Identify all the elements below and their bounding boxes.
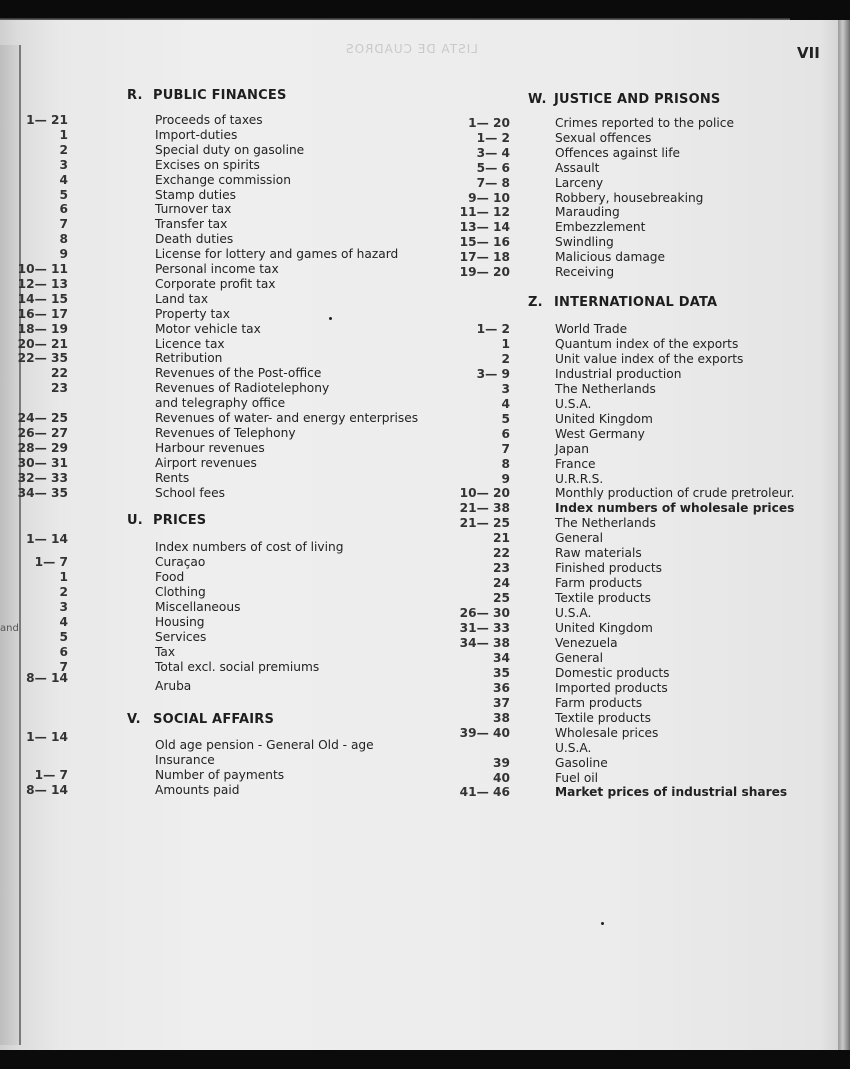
table-number-range: 13— 14 xyxy=(459,220,510,235)
index-entry xyxy=(0,131,838,146)
index-entry xyxy=(0,591,838,606)
table-number-range: 1— 14 xyxy=(26,532,68,546)
table-number-range: 35 xyxy=(493,665,510,680)
table-number-range: 2 xyxy=(59,585,68,599)
table-title: Offences against life xyxy=(555,145,680,160)
section-letter: R. xyxy=(127,88,143,103)
index-entry xyxy=(0,785,838,800)
scan-bottom-border xyxy=(0,1050,850,1069)
table-title: Index numbers of wholesale prices xyxy=(555,501,795,516)
table-title: Proceeds of taxes xyxy=(155,113,263,127)
section-letter: W. xyxy=(528,92,547,107)
index-entry xyxy=(0,546,838,561)
table-number-range: 23 xyxy=(51,381,68,396)
table-number-range: 3— 4 xyxy=(476,145,510,160)
index-entry xyxy=(0,606,838,621)
table-number-range: 4 xyxy=(59,615,68,629)
table-number-range: 37 xyxy=(493,695,510,710)
table-title: Total excl. social premiums xyxy=(155,660,320,674)
table-title: Venezuela xyxy=(555,635,618,650)
table-title: Amounts paid xyxy=(155,783,240,797)
table-number-range: 1 xyxy=(59,570,68,584)
table-title: Crimes reported to the police xyxy=(555,116,734,130)
table-number-range: 18— 19 xyxy=(17,321,68,336)
table-title: Wholesale prices xyxy=(555,725,659,740)
table-title: Corporate profit tax xyxy=(155,276,276,291)
index-entry xyxy=(0,486,838,501)
index-entry xyxy=(0,176,838,191)
table-number-range: 9 xyxy=(501,471,510,486)
table-number-range: 1— 2 xyxy=(476,130,510,145)
table-title: U.S.A. xyxy=(555,740,592,755)
table-title: Monthly production of crude pretroleur. xyxy=(555,486,795,501)
table-number-range: 21— 38 xyxy=(459,501,510,516)
table-title: The Netherlands xyxy=(555,516,656,531)
index-entry xyxy=(0,711,838,726)
table-number-range: 30— 31 xyxy=(17,455,68,470)
table-number-range: 40 xyxy=(493,770,510,785)
index-entry xyxy=(0,576,838,591)
page-edge-right xyxy=(838,20,850,1060)
index-entry xyxy=(0,651,838,666)
table-title: U.R.R.S. xyxy=(555,471,604,486)
index-entry xyxy=(0,726,838,741)
table-title: Curaçao xyxy=(155,555,206,569)
table-title: U.S.A. xyxy=(555,396,592,411)
table-number-range: 16— 17 xyxy=(17,306,68,321)
table-title: General xyxy=(555,531,604,546)
table-title: Embezzlement xyxy=(555,220,646,235)
index-entry xyxy=(0,771,838,786)
index-entry xyxy=(0,205,838,220)
table-title: Japan xyxy=(555,441,589,456)
table-number-range: 21 xyxy=(493,531,510,546)
table-title: Gasoline xyxy=(555,755,608,770)
margin-fragment: and xyxy=(0,623,19,634)
table-title: Personal income tax xyxy=(155,262,279,276)
table-number-range: 6 xyxy=(59,202,68,217)
index-entry xyxy=(0,636,838,651)
index-entry xyxy=(0,756,838,771)
table-title: Number of payments xyxy=(155,768,285,782)
section-letter: U. xyxy=(127,513,143,528)
table-title: Licence tax xyxy=(155,336,225,351)
table-title: U.S.A. xyxy=(555,606,592,621)
table-title: Swindling xyxy=(555,235,614,250)
table-title: Clothing xyxy=(155,585,206,599)
table-number-range: 7 xyxy=(59,660,68,674)
table-number-range: 1— 7 xyxy=(34,768,68,782)
table-number-range: 9 xyxy=(59,247,68,262)
table-number-range: 23 xyxy=(493,561,510,576)
section-title-text: JUSTICE AND PRISONS xyxy=(554,92,721,107)
table-number-range: 8 xyxy=(59,232,68,247)
table-number-range: 36 xyxy=(493,680,510,695)
table-number-range: 1— 2 xyxy=(476,322,510,336)
index-entry xyxy=(0,352,838,367)
table-number-range: 21— 25 xyxy=(459,516,510,531)
index-entry xyxy=(0,531,838,546)
table-number-range: 34 xyxy=(493,650,510,665)
index-entry xyxy=(0,561,838,576)
table-title: Revenues of Radiotelephony xyxy=(155,381,330,396)
table-number-range: 31— 33 xyxy=(459,621,510,635)
table-title: Malicious damage xyxy=(555,250,666,265)
table-number-range: 28— 29 xyxy=(17,440,68,455)
index-entry xyxy=(0,146,838,161)
table-number-range: 22— 35 xyxy=(17,351,68,366)
table-number-range: 22 xyxy=(493,546,510,561)
table-title: West Germany xyxy=(555,426,645,441)
table-title: Industrial production xyxy=(555,366,682,381)
table-title: Food xyxy=(155,570,185,584)
table-number-range: 5 xyxy=(59,187,68,202)
table-number-range: 1— 14 xyxy=(26,730,68,744)
section-title-text: PUBLIC FINANCES xyxy=(153,88,287,103)
table-title: Farm products xyxy=(555,695,643,710)
section-heading xyxy=(528,295,717,310)
index-entry xyxy=(0,501,838,516)
table-title: Special duty on gasoline xyxy=(155,142,305,157)
index-entry xyxy=(0,116,838,131)
index-entry xyxy=(0,427,838,442)
table-number-range: 1 xyxy=(501,336,510,351)
table-title: Tax xyxy=(155,645,176,659)
table-number-range: 41— 46 xyxy=(459,785,510,800)
table-number-range: 25 xyxy=(493,591,510,606)
table-title: Revenues of Telephony xyxy=(155,425,296,440)
table-title: General xyxy=(555,650,604,665)
index-entry xyxy=(0,516,838,531)
table-number-range: 11— 12 xyxy=(459,205,510,220)
table-title: Assault xyxy=(555,160,600,175)
table-title: Textile products xyxy=(555,591,652,606)
table-title: License for lottery and games of hazard xyxy=(155,247,399,262)
table-number-range: 1— 7 xyxy=(34,555,68,569)
table-number-range: 19— 20 xyxy=(459,265,510,279)
index-entry xyxy=(0,442,838,457)
table-number-range: 1— 20 xyxy=(468,116,510,130)
table-number-range: 10— 11 xyxy=(17,262,68,276)
table-title: Domestic products xyxy=(555,665,670,680)
table-title: Miscellaneous xyxy=(155,600,241,614)
table-number-range: 8— 14 xyxy=(26,671,68,685)
table-title: Transfer tax xyxy=(155,217,228,232)
table-title: World Trade xyxy=(555,322,628,336)
table-title: Receiving xyxy=(555,265,615,279)
index-entry xyxy=(0,741,838,756)
table-title: Quantum index of the exports xyxy=(555,336,739,351)
table-number-range: 3 xyxy=(501,381,510,396)
section-letter: V. xyxy=(127,712,141,727)
table-number-range: 4 xyxy=(59,172,68,187)
table-title: Death duties xyxy=(155,232,234,247)
table-number-range: 1 xyxy=(59,127,68,142)
table-number-range: 34— 38 xyxy=(459,635,510,650)
table-number-range: 7 xyxy=(59,217,68,232)
table-number-range: 7 xyxy=(501,441,510,456)
table-title: Turnover tax xyxy=(155,202,232,217)
table-number-range: 10— 20 xyxy=(459,486,510,501)
index-entry xyxy=(0,382,838,397)
table-number-range: 39 xyxy=(493,755,510,770)
index-entry xyxy=(0,457,838,472)
table-title: Harbour revenues xyxy=(155,440,265,455)
table-title: Old age pension - General Old - age xyxy=(155,738,374,752)
table-title: and telegraphy office xyxy=(155,396,286,411)
table-number-range: 26— 27 xyxy=(17,425,68,440)
section-letter: Z. xyxy=(528,295,543,310)
table-title: Revenues of the Post-office xyxy=(155,366,322,381)
table-title: Robbery, housebreaking xyxy=(555,190,704,205)
table-number-range: 24— 25 xyxy=(17,411,68,425)
index-entry xyxy=(0,265,838,280)
scan-top-border xyxy=(0,0,850,22)
table-number-range: 3— 9 xyxy=(476,366,510,381)
table-title: Market prices of industrial shares xyxy=(555,785,788,800)
table-title: United Kingdom xyxy=(555,411,653,426)
table-title: Fuel oil xyxy=(555,770,599,785)
table-number-range: 22 xyxy=(51,366,68,381)
section-title-text: INTERNATIONAL DATA xyxy=(554,295,718,310)
table-title: The Netherlands xyxy=(555,381,656,396)
table-number-range: 5— 6 xyxy=(476,160,510,175)
table-number-range: 38 xyxy=(493,710,510,725)
table-title: Aruba xyxy=(155,679,192,693)
table-title: Stamp duties xyxy=(155,187,236,202)
table-title: Unit value index of the exports xyxy=(555,351,744,366)
table-number-range: 4 xyxy=(501,396,510,411)
table-title: Index numbers of cost of living xyxy=(155,540,344,554)
table-number-range: 1— 21 xyxy=(26,113,68,127)
table-title: Finished products xyxy=(555,561,663,576)
index-entry xyxy=(0,621,838,636)
table-number-range: 20— 21 xyxy=(17,336,68,351)
table-number-range: 3 xyxy=(59,600,68,614)
table-title: United Kingdom xyxy=(555,621,653,635)
table-number-range: 8 xyxy=(501,456,510,471)
table-title: Housing xyxy=(155,615,205,629)
table-number-range: 7— 8 xyxy=(476,175,510,190)
table-title: Services xyxy=(155,630,207,644)
table-title: Excises on spirits xyxy=(155,157,260,172)
table-title: Revenues of water- and energy enterprises xyxy=(155,411,419,425)
index-entry xyxy=(0,337,838,352)
table-title: Retribution xyxy=(155,351,223,366)
index-entry xyxy=(0,367,838,382)
index-entry xyxy=(0,322,838,337)
table-number-range: 2 xyxy=(59,142,68,157)
table-title: Airport revenues xyxy=(155,455,257,470)
table-title: Motor vehicle tax xyxy=(155,321,261,336)
table-number-range: 26— 30 xyxy=(459,606,510,621)
table-title: Sexual offences xyxy=(555,130,652,145)
print-speck xyxy=(601,922,604,925)
index-entry xyxy=(0,681,838,696)
section-heading xyxy=(528,92,721,107)
table-number-range: 3 xyxy=(59,157,68,172)
table-title: School fees xyxy=(155,485,225,500)
table-number-range: 9— 10 xyxy=(468,190,510,205)
table-number-range: 6 xyxy=(59,645,68,659)
table-number-range: 2 xyxy=(501,351,510,366)
table-title: Raw materials xyxy=(555,546,642,561)
table-number-range: 12— 13 xyxy=(17,276,68,291)
table-title: Farm products xyxy=(555,576,643,591)
section-heading xyxy=(127,88,287,103)
table-title: Rents xyxy=(155,470,190,485)
table-title: France xyxy=(555,456,596,471)
index-entry xyxy=(0,397,838,412)
document-page xyxy=(0,20,838,1050)
table-number-range: 17— 18 xyxy=(459,250,510,265)
table-title: Imported products xyxy=(555,680,668,695)
table-title: Property tax xyxy=(155,306,230,321)
index-entry xyxy=(0,235,838,250)
index-entry xyxy=(0,696,838,711)
page-number: VII xyxy=(797,44,820,62)
table-title: Exchange commission xyxy=(155,172,291,187)
table-title: Textile products xyxy=(555,710,652,725)
index-entry xyxy=(0,191,838,206)
table-title: Larceny xyxy=(555,175,604,190)
table-number-range: 39— 40 xyxy=(459,725,510,740)
table-number-range: 15— 16 xyxy=(459,235,510,250)
table-number-range: 6 xyxy=(501,426,510,441)
table-title: Land tax xyxy=(155,291,209,306)
table-number-range: 5 xyxy=(59,630,68,644)
table-number-range: 5 xyxy=(501,411,510,426)
index-entry xyxy=(0,250,838,265)
index-entry xyxy=(0,472,838,487)
table-number-range: 32— 33 xyxy=(17,470,68,485)
index-entry xyxy=(0,220,838,235)
table-number-range: 8— 14 xyxy=(26,783,68,797)
index-entry xyxy=(0,666,838,681)
section-title-text: PRICES xyxy=(153,513,207,528)
table-number-range: 24 xyxy=(493,576,510,591)
running-header-bleedthrough: LISTA DE CUADROS xyxy=(345,42,478,56)
table-number-range: 14— 15 xyxy=(17,291,68,306)
index-entry xyxy=(0,161,838,176)
table-title: Import-duties xyxy=(155,127,238,142)
index-entry xyxy=(0,412,838,427)
table-title: Marauding xyxy=(555,205,620,220)
table-title: Insurance xyxy=(155,753,215,767)
section-title-text: SOCIAL AFFAIRS xyxy=(153,712,275,727)
table-number-range: 34— 35 xyxy=(17,485,68,500)
